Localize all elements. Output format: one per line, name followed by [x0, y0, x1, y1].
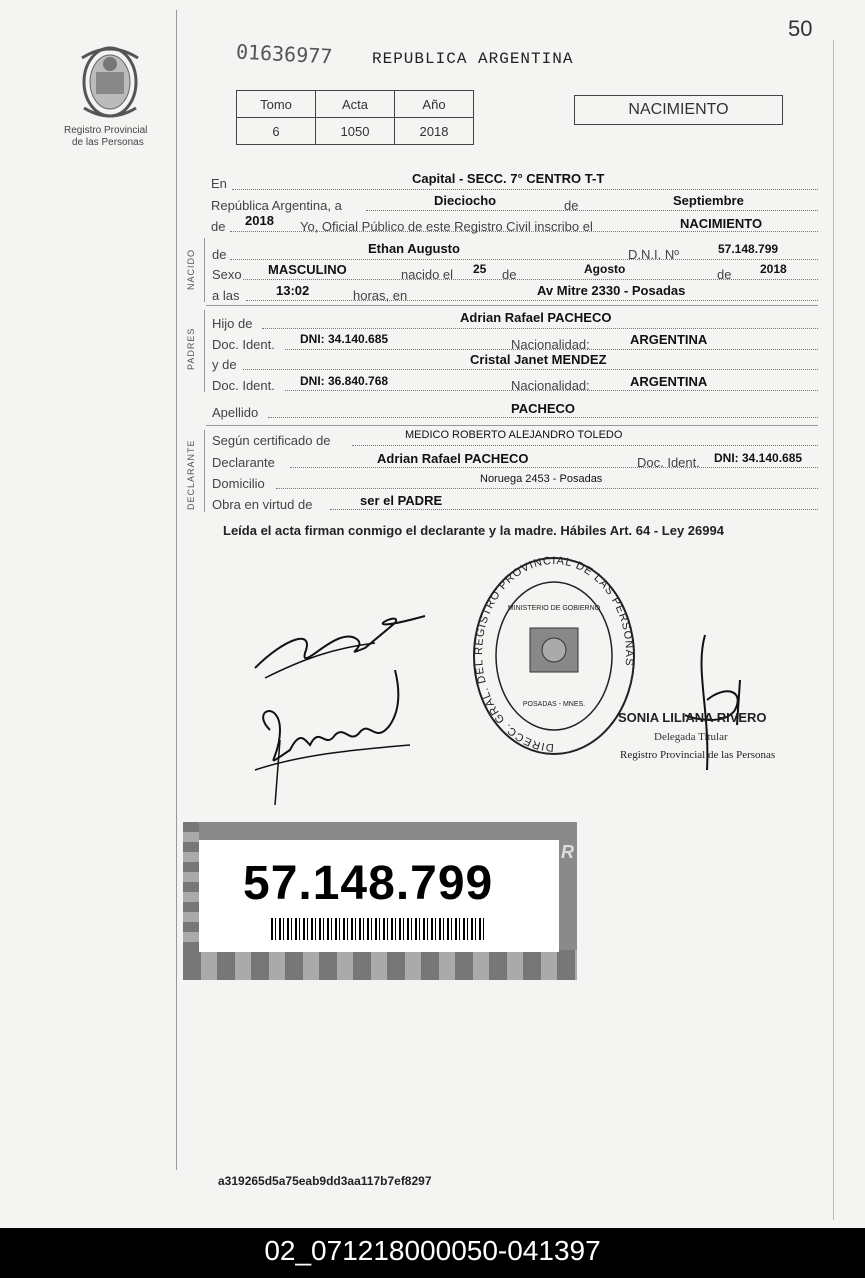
declarante-value: Adrian Rafael PACHECO — [377, 451, 529, 466]
en-label: En — [211, 176, 227, 191]
republica-label: República Argentina, a — [211, 198, 342, 213]
father-doc: DNI: 34.140.685 — [300, 332, 389, 346]
dotted-line — [285, 349, 818, 350]
father-name: Adrian Rafael PACHECO — [460, 310, 612, 325]
side-label-declarante: DECLARANTE — [186, 439, 196, 510]
segun-label: Según certificado de — [212, 433, 331, 448]
de5-label: de — [717, 267, 732, 282]
right-edge-line — [833, 40, 834, 1220]
apellido-label: Apellido — [212, 405, 259, 420]
birth-year: 2018 — [760, 262, 787, 276]
header-anio: Año — [395, 91, 474, 118]
obra-value: ser el PADRE — [360, 493, 443, 508]
sticker-label — [199, 840, 559, 952]
value-acta: 1050 — [316, 118, 395, 145]
note-text: Leída el acta firman conmigo el declarante y la madre. Hábiles Art. 64 - Ley 26994 — [223, 523, 724, 538]
officer-title: Delegada Titular — [654, 731, 728, 743]
official-stamp — [472, 556, 636, 756]
declarante-label: Declarante — [212, 455, 275, 470]
dotted-line — [285, 390, 818, 391]
mother-doc-label: Doc. Ident. — [212, 378, 275, 393]
alas-label: a las — [212, 288, 240, 303]
obra-label: Obra en virtud de — [212, 497, 313, 512]
dotted-line — [290, 467, 818, 468]
header-tomo: Tomo — [237, 91, 316, 118]
side-label-padres: PADRES — [186, 327, 196, 370]
dotted-line — [268, 417, 818, 418]
sticker-pattern-bottom — [183, 950, 577, 980]
father-nat-label: Nacionalidad: — [511, 337, 590, 352]
child-name: Ethan Augusto — [368, 241, 460, 256]
horas-label: horas, en — [353, 288, 408, 303]
year-value: 2018 — [245, 213, 274, 228]
father-doc-label: Doc. Ident. — [212, 337, 275, 352]
dni-sticker — [183, 822, 577, 980]
dni-value: 57.148.799 — [718, 242, 779, 256]
margin-line — [176, 10, 177, 1170]
dotted-line — [243, 279, 818, 280]
de3-label: de — [212, 247, 227, 262]
yde-label: y de — [212, 357, 237, 372]
place-value: Av Mitre 2330 - Posadas — [537, 283, 686, 298]
mother-name: Cristal Janet MENDEZ — [470, 352, 607, 367]
document-hash: a319265d5a75eab9dd3aa117b7ef8297 — [218, 1174, 432, 1188]
header-acta: Acta — [316, 91, 395, 118]
father-nationality: ARGENTINA — [630, 332, 708, 347]
hijo-label: Hijo de — [212, 316, 253, 331]
country-title: REPUBLICA ARGENTINA — [372, 50, 574, 68]
padres-bracket — [204, 310, 205, 392]
dotted-line — [366, 210, 818, 211]
certificate-value: MEDICO ROBERTO ALEJANDRO TOLEDO — [405, 429, 623, 441]
declarante-doc-label: Doc. Ident. — [637, 455, 700, 470]
dotted-line — [330, 509, 818, 510]
barcode — [271, 918, 485, 940]
dotted-line — [352, 445, 818, 446]
officer-name: SONIA LILIANA RIVERO — [618, 710, 767, 725]
dotted-line — [276, 488, 818, 489]
sticker-letter-r: R — [561, 842, 574, 862]
footer-code: 02_071218000050-041397 — [0, 1228, 865, 1278]
nacido-label: nacido el — [401, 267, 454, 282]
inscribo-value: NACIMIENTO — [680, 216, 763, 231]
mother-doc: DNI: 36.840.768 — [300, 374, 389, 388]
nacido-bracket — [204, 238, 205, 302]
doc-type: NACIMIENTO — [628, 101, 729, 118]
birth-day: 25 — [473, 262, 487, 276]
signature-madre — [250, 670, 420, 810]
dotted-line — [230, 259, 818, 260]
declarante-doc: DNI: 34.140.685 — [714, 451, 803, 465]
serial-number: 01636977 — [235, 39, 333, 69]
dotted-line — [243, 369, 818, 370]
declarante-bracket — [204, 430, 205, 512]
sexo-label: Sexo — [212, 267, 242, 282]
de4-label: de — [502, 267, 517, 282]
sexo-value: MASCULINO — [268, 262, 347, 277]
side-label-nacido: NACIDO — [186, 248, 196, 290]
month-value: Septiembre — [673, 193, 744, 208]
stamp-ring-text: DIRECC. GRAL. DEL REGISTRO PROVINCIAL DE LAS PERSONAS — [472, 556, 636, 754]
de2-label: de — [211, 219, 226, 234]
sticker-number: 57.148.799 — [243, 857, 494, 910]
mother-nationality: ARGENTINA — [630, 374, 708, 389]
dotted-line — [262, 328, 818, 329]
dotted-line — [232, 189, 818, 190]
section-rule — [206, 425, 818, 426]
day-value: Dieciocho — [434, 193, 497, 208]
birth-month: Agosto — [584, 262, 626, 276]
oficial-text: Yo, Oficial Público de este Registro Civil inscribo el — [300, 219, 593, 234]
de-label: de — [564, 198, 579, 213]
domicilio-label: Domicilio — [212, 476, 265, 491]
register-table — [236, 90, 474, 145]
doc-type-box — [574, 95, 783, 125]
dotted-line — [246, 300, 818, 301]
en-value: Capital - SECC. 7° CENTRO T-T — [412, 171, 605, 186]
stamp-bottom-text: POSADAS - MNES. — [522, 701, 586, 708]
value-tomo: 6 — [237, 118, 316, 145]
logo-caption-2: de las Personas — [72, 137, 144, 148]
domicilio-value: Noruega 2453 - Posadas — [480, 473, 603, 485]
logo-caption-1: Registro Provincial — [64, 125, 148, 136]
mother-nat-label: Nacionalidad: — [511, 378, 590, 393]
stamp-inner-text: MINISTERIO DE GOBIERNO — [507, 605, 601, 612]
dni-label: D.N.I. Nº — [628, 247, 679, 262]
officer-org: Registro Provincial de las Personas — [620, 749, 776, 761]
page-number: 50 — [788, 16, 813, 41]
hour-value: 13:02 — [276, 283, 310, 298]
provincial-logo — [72, 38, 148, 122]
value-anio: 2018 — [395, 118, 474, 145]
apellido-value: PACHECO — [511, 401, 576, 416]
section-rule — [206, 305, 818, 306]
